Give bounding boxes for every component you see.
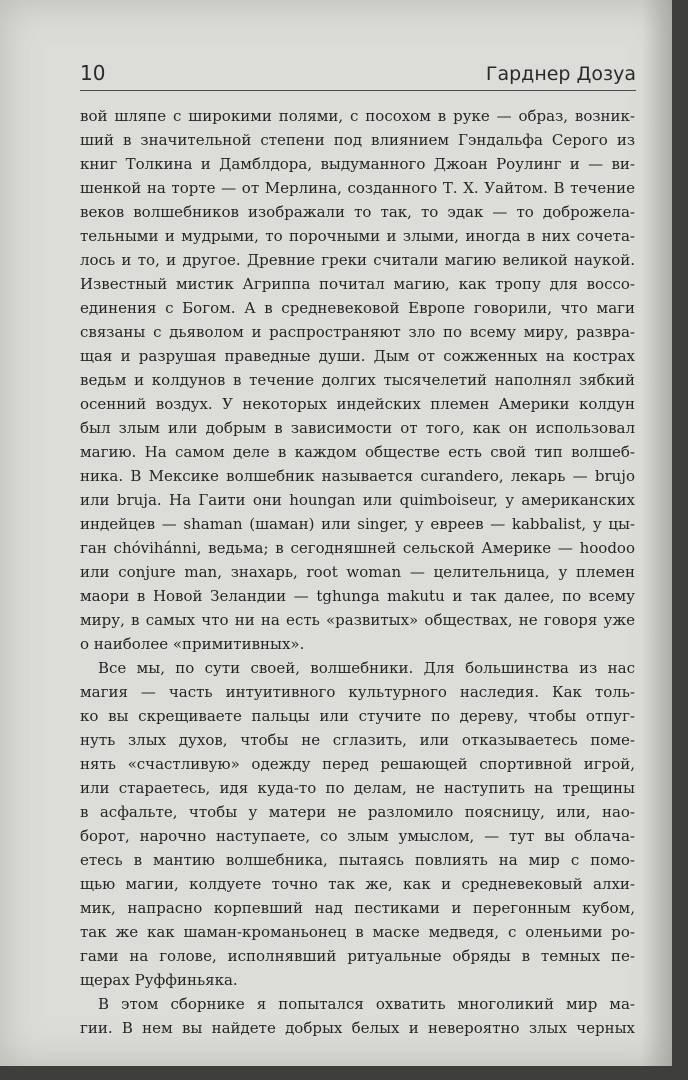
text-line: индейцев — shaman (шаман) или singer, у евреев — kabbalist, у цы- <box>80 515 635 533</box>
paragraph <box>80 656 635 992</box>
text-line: щью магии, колдуете точно так же, как и средневековый алхи- <box>80 875 635 893</box>
text-line: веков волшебников изображали то так, то эдак — то доброжела- <box>80 203 635 221</box>
text-line: шенкой на торте — от Мерлина, созданного Т. Х. Уайтом. В течение <box>80 179 635 197</box>
text-line: в асфальте, чтобы у матери не разломило поясницу, или, нао- <box>80 803 635 821</box>
text-line: етесь в мантию волшебника, пытаясь повлиять на мир с помо- <box>80 851 635 869</box>
text-line: Все мы, по сути своей, волшебники. Для большинства из нас <box>98 659 635 677</box>
text-line: мик, напрасно корпевший над пестиками и перегонным кубом, <box>80 899 635 917</box>
text-line: магию. На самом деле в каждом обществе есть свой тип волшеб- <box>80 443 635 461</box>
spine-shadow <box>642 0 672 1066</box>
text-line: лось и то, и другое. Древние греки считали магию великой наукой. <box>80 251 635 269</box>
text-line: ника. В Мексике волшебник называется curandero, лекарь — brujo <box>80 467 635 485</box>
page-header <box>80 56 636 91</box>
page-number: 10 <box>80 61 106 85</box>
text-line: гами на голове, исполнявший ритуальные обряды в темных пе- <box>80 947 635 965</box>
text-line: щая и разрушая праведные души. Дым от сожженных на кострах <box>80 347 635 365</box>
text-line: нять «счастливую» одежду перед решающей спортивной игрой, <box>80 755 635 773</box>
text-line: был злым или добрым в зависимости от того, как он использовал <box>80 419 635 437</box>
text-line: нуть злых духов, чтобы не сглазить, или отказываетесь поме- <box>80 731 635 749</box>
text-line: или стараетесь, идя куда-то по делам, не наступить на трещины <box>80 779 635 797</box>
text-line: единения с Богом. А в средневековой Европе говорили, что маги <box>80 299 635 317</box>
paragraph <box>80 992 635 1040</box>
text-line: миру, в самых что ни на есть «развитых» обществах, не говоря уже <box>80 611 635 629</box>
text-line: тельными и мудрыми, то порочными и злыми, иногда в них сочета- <box>80 227 635 245</box>
body-text <box>80 104 635 1040</box>
text-line: или bruja. На Гаити они houngan или quimboiseur, у американских <box>80 491 635 509</box>
text-line: ший в значительной степени под влиянием Гэндальфа Серого из <box>80 131 635 149</box>
text-line: ведьм и колдунов в течение долгих тысячелетий наполнял зябкий <box>80 371 635 389</box>
text-line: ко вы скрещиваете пальцы или стучите по дереву, чтобы отпуг- <box>80 707 635 725</box>
text-line: борот, нарочно наступаете, со злым умыслом, — тут вы облача- <box>80 827 635 845</box>
text-line: маори в Новой Зеландии — tghunga makutu и так далее, по всему <box>80 587 635 605</box>
text-line: так же как шаман-кроманьонец в маске медведя, с оленьими ро- <box>80 923 635 941</box>
paragraph <box>80 104 635 656</box>
text-line: вой шляпе с широкими полями, с посохом в руке — образ, возник- <box>80 107 635 125</box>
text-line: осенний воздух. У некоторых индейских племен Америки колдун <box>80 395 635 413</box>
text-line: о наиболее «примитивных». <box>80 635 305 653</box>
text-line: книг Толкина и Дамблдора, выдуманного Джоан Роулинг и — ви- <box>80 155 635 173</box>
text-line: связаны с дьяволом и распространяют зло по всему миру, развра- <box>80 323 635 341</box>
text-line: гии. В нем вы найдете добрых белых и невероятно злых черных <box>80 1019 635 1037</box>
text-line: ган chóvihánni, ведьма; в сегодняшней сельской Америке — hoodoo <box>80 539 635 557</box>
text-line: Известный мистик Агриппа почитал магию, как тропу для воссо- <box>80 275 635 293</box>
text-line: магия — часть интуитивного культурного наследия. Как толь- <box>80 683 635 701</box>
text-line: В этом сборнике я попытался охватить многоликий мир ма- <box>98 995 635 1013</box>
text-line: или conjure man, знахарь, root woman — целительница, у племен <box>80 563 635 581</box>
text-line: щерах Руффиньяка. <box>80 971 238 989</box>
running-title: Гарднер Дозуа <box>485 63 636 85</box>
